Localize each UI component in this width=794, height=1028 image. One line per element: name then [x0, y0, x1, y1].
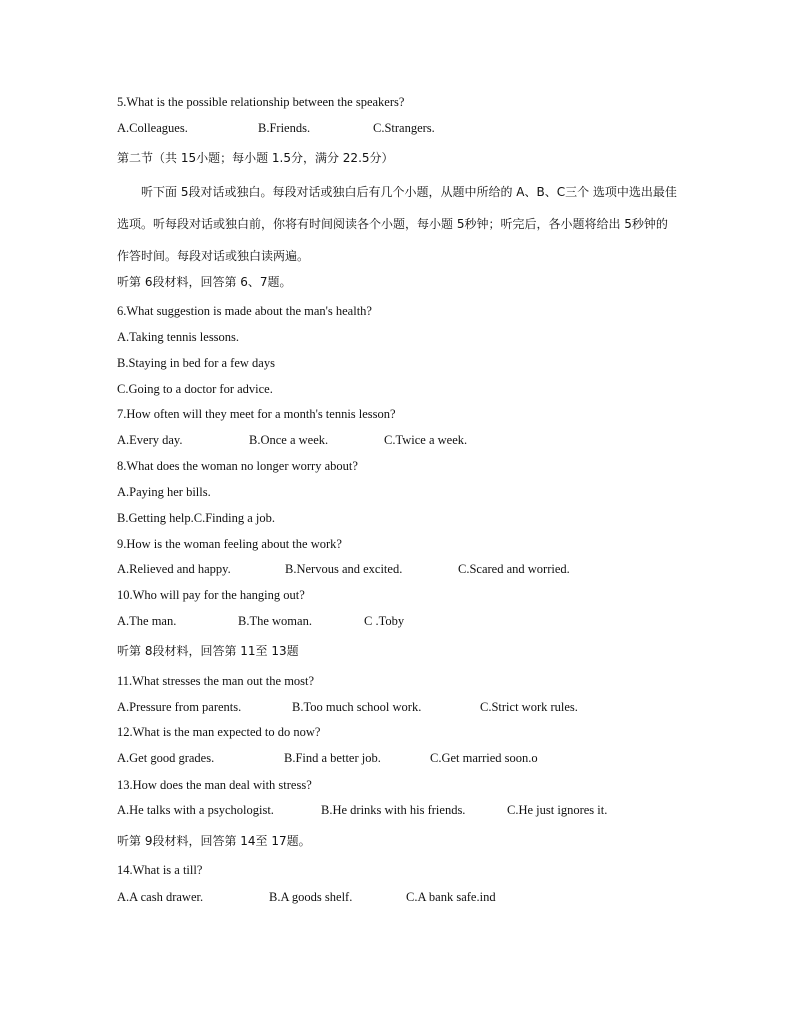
q9-option-a: A.Relieved and happy. [117, 562, 231, 576]
question-7-text: 7.How often will they meet for a month's tennis lesson? [117, 407, 396, 421]
q14-option-c: C.A bank safe.ind [406, 890, 496, 904]
q9-option-c: C.Scared and worried. [458, 562, 570, 576]
q14-option-b: B.A goods shelf. [269, 890, 353, 904]
question-11-text: 11.What stresses the man out the most? [117, 674, 315, 688]
q7-option-a: A.Every day. [117, 433, 183, 447]
section-2-instruction [117, 176, 677, 272]
instruction-text: 听下面 5段对话或独白。每段对话或独白后有几个小题，从题中所给的 A、B、C三个 选项中选出最佳选项。听每段对话或独白前，你将有时间阅读各个小题，每小题 5秒钟；听完后，各小题将给出 5秒钟的作答时间。每段对话或独白读两遍。 [117, 185, 677, 263]
q5-option-c: C.Strangers. [373, 121, 435, 135]
q5-option-b: B.Friends. [258, 121, 311, 135]
q12-option-a: A.Get good grades. [117, 751, 215, 765]
material-8-heading: 听第 8段材料，回答第 11至 13题 [117, 644, 299, 658]
q5-option-a: A.Colleagues. [117, 121, 188, 135]
q9-option-b: B.Nervous and excited. [285, 562, 403, 576]
q11-option-b: B.Too much school work. [292, 700, 422, 714]
question-10-text: 10.Who will pay for the hanging out? [117, 588, 305, 602]
question-13-text: 13.How does the man deal with stress? [117, 778, 312, 792]
question-9-text: 9.How is the woman feeling about the work? [117, 537, 342, 551]
section-2-heading: 第二节（共 15小题；每小题 1.5分，满分 22.5分） [117, 151, 394, 165]
q11-option-c: C.Strict work rules. [480, 700, 578, 714]
question-6-text: 6.What suggestion is made about the man's health? [117, 304, 372, 318]
question-5-text: 5.What is the possible relationship between the speakers? [117, 95, 405, 109]
q6-option-b: B.Staying in bed for a few days [117, 356, 275, 370]
material-6-heading: 听第 6段材料，回答第 6、7题。 [117, 275, 292, 289]
q10-option-a: A.The man. [117, 614, 177, 628]
q8-options-bc: B.Getting help.C.Finding a job. [117, 511, 275, 525]
q8-option-a: A.Paying her bills. [117, 485, 211, 499]
q14-option-a: A.A cash drawer. [117, 890, 204, 904]
q13-option-b: B.He drinks with his friends. [321, 803, 466, 817]
question-12-text: 12.What is the man expected to do now? [117, 725, 321, 739]
q6-option-a: A.Taking tennis lessons. [117, 330, 240, 344]
q13-option-a: A.He talks with a psychologist. [117, 803, 274, 817]
q6-option-c: C.Going to a doctor for advice. [117, 382, 273, 396]
q7-option-c: C.Twice a week. [384, 433, 468, 447]
q11-option-a: A.Pressure from parents. [117, 700, 242, 714]
q13-option-c: C.He just ignores it. [507, 803, 608, 817]
q12-option-b: B.Find a better job. [284, 751, 381, 765]
material-9-heading: 听第 9段材料，回答第 14至 17题。 [117, 834, 311, 848]
q7-option-b: B.Once a week. [249, 433, 329, 447]
question-14-text: 14.What is a till? [117, 863, 203, 877]
q12-option-c: C.Get married soon.o [430, 751, 538, 765]
q10-option-b: B.The woman. [238, 614, 312, 628]
q10-option-c: C .Toby [364, 614, 405, 628]
question-8-text: 8.What does the woman no longer worry about? [117, 459, 358, 473]
